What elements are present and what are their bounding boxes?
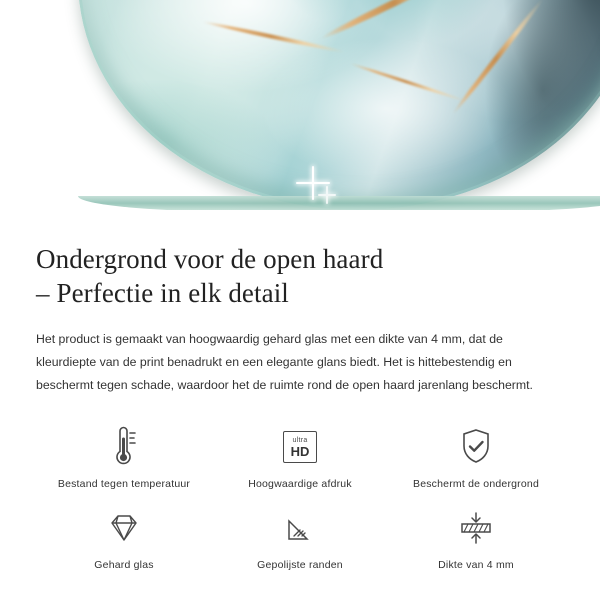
feature-label: Dikte van 4 mm — [438, 559, 514, 571]
page-title-line-1: Ondergrond voor de open haard — [36, 244, 384, 274]
feature-item-tempered-glass — [36, 506, 212, 571]
feature-label: Bestand tegen temperatuur — [57, 478, 191, 490]
feature-label: Gehard glas — [94, 559, 154, 571]
glass-thickness-edge — [78, 196, 600, 210]
feature-item-print-quality — [212, 425, 388, 490]
polished-edges-icon — [280, 506, 320, 550]
feature-item-thickness — [388, 506, 564, 571]
feature-item-temperature — [36, 425, 212, 490]
glass-disc-artwork — [78, 0, 600, 210]
feature-label: Beschermt de ondergrond — [412, 478, 539, 490]
ultra-hd-bottom-text: HD — [290, 443, 310, 459]
feature-item-surface-protection — [388, 425, 564, 490]
diamond-icon — [104, 506, 144, 550]
thermometer-icon — [104, 425, 144, 469]
content-area — [0, 242, 600, 571]
page-title-line-2: – Perfectie in elk detail — [36, 278, 289, 308]
thickness-arrows-icon — [454, 506, 498, 550]
description-paragraph: Het product is gemaakt van hoogwaardig gehard glas met een dikte van 4 mm, dat de kleurdiepte van de print benadrukt en een elegante glans biedt. Het is hittebestendig en beschermt tegen schade, waardoor het de ruimte rond de open haard jarenlang beschermt. — [36, 332, 533, 392]
feature-grid — [36, 425, 564, 571]
feature-label: Hoogwaardige afdruk — [248, 478, 352, 490]
ultra-hd-top-text: ultra — [292, 436, 308, 444]
shield-check-icon — [456, 425, 496, 469]
hero-image — [0, 0, 600, 210]
feature-label: Gepolijste randen — [257, 559, 343, 571]
page-title — [36, 242, 564, 310]
ultra-hd-icon — [283, 425, 317, 469]
feature-item-polished-edges — [212, 506, 388, 571]
